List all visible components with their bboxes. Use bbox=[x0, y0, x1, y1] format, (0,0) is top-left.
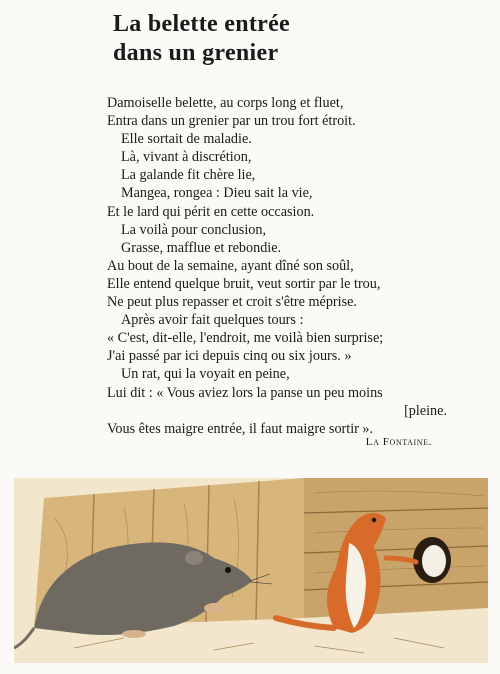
poem-line: Entra dans un grenier par un trou fort étroit. bbox=[107, 113, 356, 130]
poem-line: J'ai passé par ici depuis cinq ou six jours. » bbox=[107, 348, 352, 365]
poem-line: Un rat, qui la voyait en peine, bbox=[121, 366, 290, 383]
poem-body bbox=[107, 94, 447, 438]
wall-hole bbox=[413, 537, 451, 583]
poem-line: Après avoir fait quelques tours : bbox=[121, 312, 304, 329]
poem-line: Ne peut plus repasser et croit s'être méprise. bbox=[107, 294, 357, 311]
poem-line: Damoiselle belette, au corps long et fluet, bbox=[107, 95, 344, 111]
poem-line: Là, vivant à discrétion, bbox=[121, 149, 252, 166]
poem-line: La voilà pour conclusion, bbox=[121, 221, 266, 238]
title-line-1: La belette entrée bbox=[113, 11, 291, 37]
poem-title bbox=[113, 10, 473, 68]
author-signature: La Fontaine. bbox=[365, 436, 432, 448]
poem-line: « C'est, dit-elle, l'endroit, me voilà bien surprise; bbox=[107, 330, 384, 347]
illustration-rat-and-weasel bbox=[14, 478, 488, 663]
poem-line: [pleine. bbox=[404, 402, 447, 419]
poem-line: Mangea, rongea : Dieu sait la vie, bbox=[121, 185, 313, 202]
poem-line: Elle sortait de maladie. bbox=[121, 131, 252, 148]
poem-line: La galande fit chère lie, bbox=[121, 167, 256, 184]
poem-line: Lui dit : « Vous aviez lors la panse un peu moins bbox=[107, 384, 383, 401]
title-line-2: dans un grenier bbox=[113, 40, 279, 66]
poem-line: Elle entend quelque bruit, veut sortir par le trou, bbox=[107, 275, 381, 292]
poem-line: Au bout de la semaine, ayant dîné son soûl, bbox=[107, 257, 354, 274]
poem-line: Et le lard qui périt en cette occasion. bbox=[107, 203, 315, 220]
poem-line: Grasse, mafflue et rebondie. bbox=[121, 239, 282, 256]
poem-line: Vous êtes maigre entrée, il faut maigre sortir ». bbox=[107, 420, 374, 437]
